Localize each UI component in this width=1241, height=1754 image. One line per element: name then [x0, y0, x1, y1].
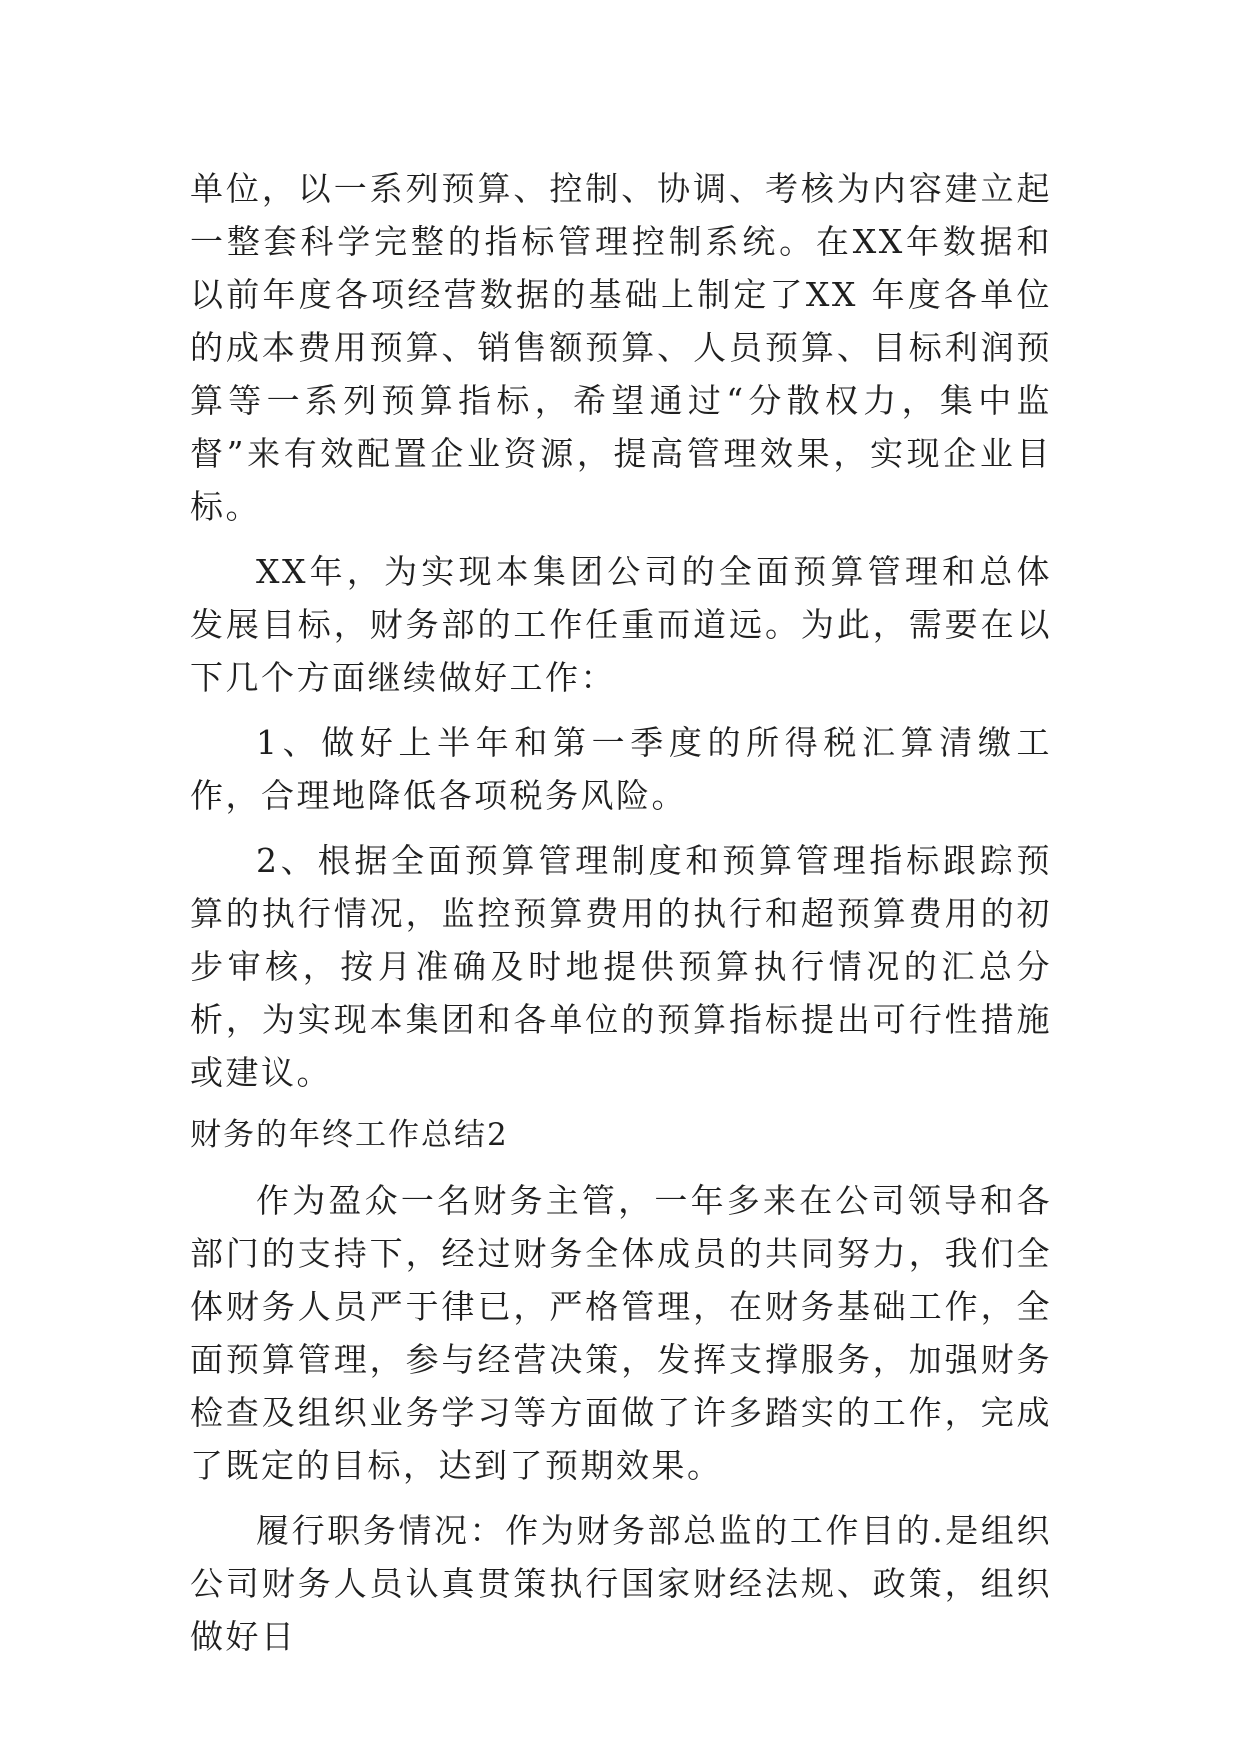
- paragraph-duties: 履行职务情况：作为财务部总监的工作目的.是组织公司财务人员认真贯策执行国家财经法规、政策，组织做好日: [190, 1511, 1052, 1656]
- paragraph-finance-supervisor: 作为盈众一名财务主管，一年多来在公司领导和各部门的支持下，经过财务全体成员的共同努力，我们全体财务人员严于律已，严格管理，在财务基础工作，全面预算管理，参与经营决策，发挥支撑服务，加强财务检查及组织业务学习等方面做了许多踏实的工作，完成了既定的目标，达到了预期效果。: [190, 1181, 1052, 1485]
- paragraph-budget-system: 单位，以一系列预算、控制、协调、考核为内容建立起一整套科学完整的指标管理控制系统。在XX年数据和以前年度各项经营数据的基础上制定了XX 年度各单位的成本费用预算、销售额预算、人员预算、目标利润预算等一系列预算指标，希望通过“分散权力，集中监督”来有效配置企业资源，提高管理效果，实现企业目标。: [190, 169, 1052, 526]
- section-heading: 财务的年终工作总结2: [190, 1117, 509, 1153]
- paragraph-annual-goals: XX年，为实现本集团公司的全面预算管理和总体发展目标，财务部的工作任重而道远。为此，需要在以下几个方面继续做好工作：: [190, 552, 1052, 697]
- document-body: [190, 162, 1052, 1675]
- paragraph-item-1: 1、做好上半年和第一季度的所得税汇算清缴工作，合理地降低各项税务风险。: [190, 723, 1052, 815]
- paragraph-item-2: 2、根据全面预算管理制度和预算管理指标跟踪预算的执行情况，监控预算费用的执行和超预算费用的初步审核，按月准确及时地提供预算执行情况的汇总分析，为实现本集团和各单位的预算指标提出可行性措施或建议。: [190, 841, 1052, 1092]
